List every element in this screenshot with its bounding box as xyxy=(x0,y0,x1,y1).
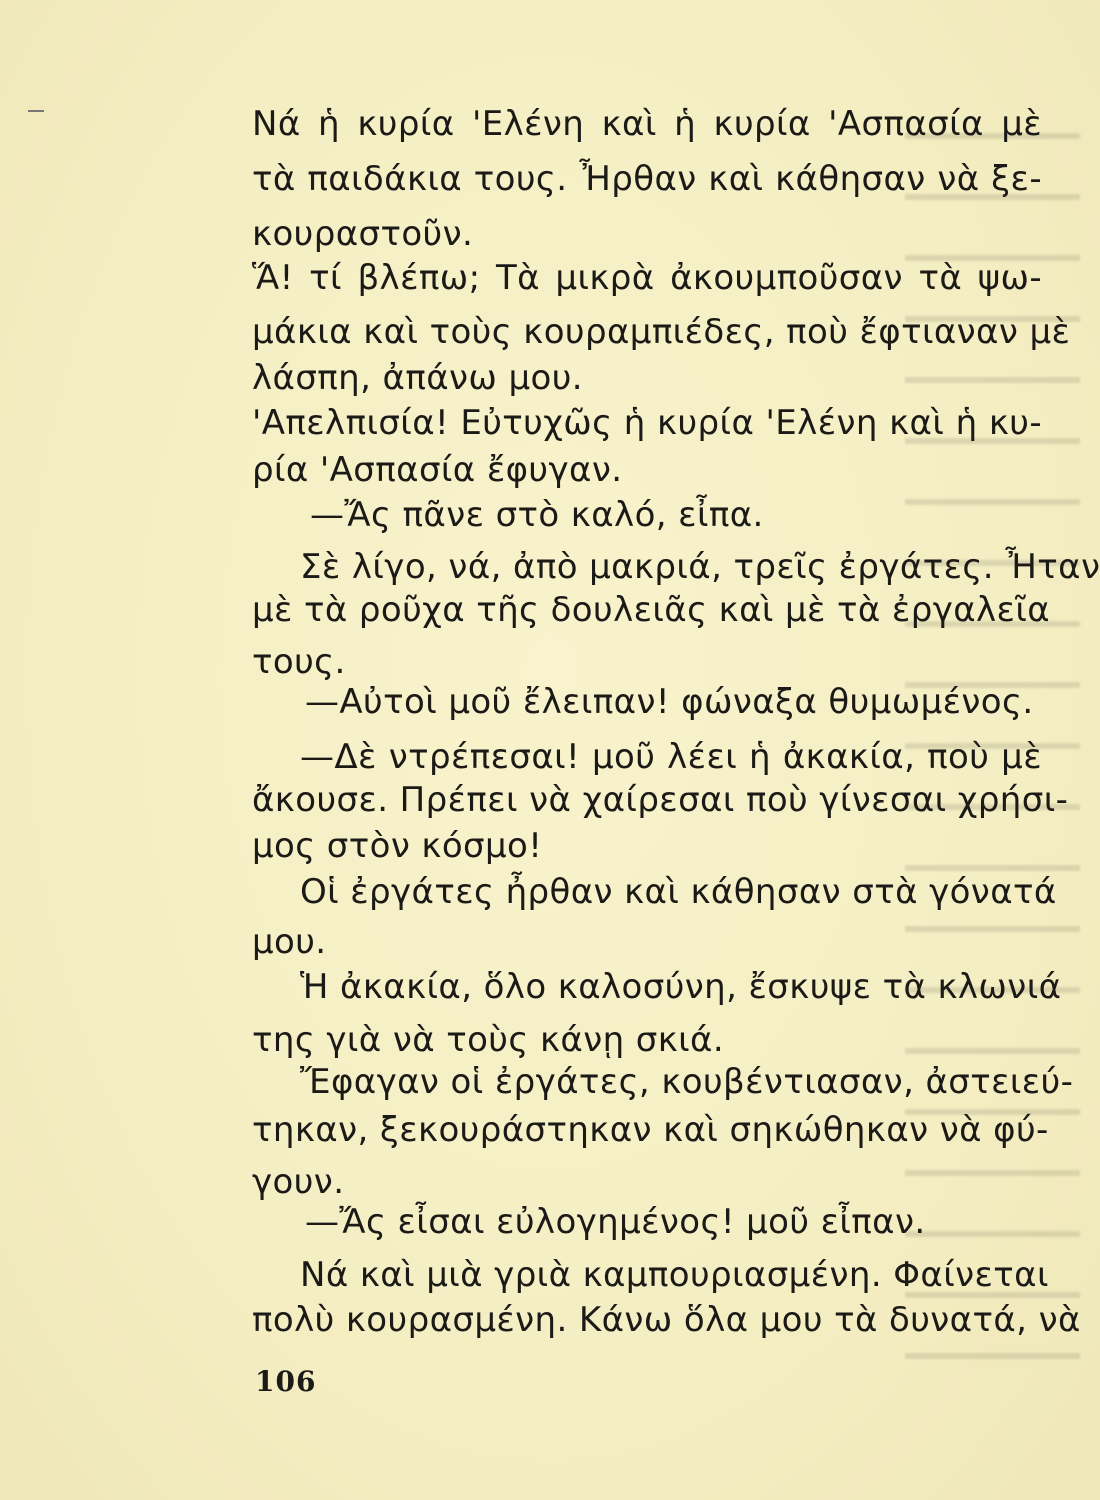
text-line: —Δὲ ντρέπεσαι! μοῦ λέει ἡ ἀκακία, ποὺ μὲ xyxy=(300,737,1042,777)
text-line: γουν. xyxy=(252,1162,345,1202)
text-line: μὲ τὰ ροῦχα τῆς δουλειᾶς καὶ μὲ τὰ ἐργαλεῖα xyxy=(252,590,1051,630)
text-line: τηκαν, ξεκουράστηκαν καὶ σηκώθηκαν νὰ φύ- xyxy=(252,1110,1049,1150)
text-line: κουραστοῦν. xyxy=(252,214,474,254)
text-line: Ἅ! τί βλέπω; Τὰ μικρὰ ἀκουμποῦσαν τὰ ψω- xyxy=(252,258,1042,298)
text-line: λάσπη, ἀπάνω μου. xyxy=(252,358,583,398)
text-line: μου. xyxy=(252,922,327,962)
text-line: ρία 'Ασπασία ἔφυγαν. xyxy=(252,450,623,490)
text-line: —Αὐτοὶ μοῦ ἔλειπαν! φώναξα θυμωμένος. xyxy=(305,682,1034,722)
text-line: μος στὸν κόσμο! xyxy=(252,826,543,866)
text-line: Σὲ λίγο, νά, ἀπὸ μακριά, τρεῖς ἐργάτες. Ἦταν xyxy=(300,547,1100,587)
text-line: πολὺ κουρασμένη. Κάνω ὅλα μου τὰ δυνατά, νὰ xyxy=(252,1300,1081,1340)
text-line: —Ἄς εἶσαι εὐλογημένος! μοῦ εἶπαν. xyxy=(305,1202,926,1242)
text-line: της γιὰ νὰ τοὺς κάνῃ σκιά. xyxy=(252,1020,725,1060)
text-line: Ἔφαγαν οἱ ἐργάτες, κουβέντιασαν, ἀστειεύ- xyxy=(300,1062,1074,1102)
page-number: 106 xyxy=(255,1365,317,1398)
text-line: —Ἄς πᾶνε στὸ καλό, εἶπα. xyxy=(310,495,764,535)
text-line: 'Απελπισία! Εὐτυχῶς ἡ κυρία 'Ελένη καὶ ἡ κυ- xyxy=(252,403,1042,443)
text-line: Νά καὶ μιὰ γριὰ καμπουριασμένη. Φαίνεται xyxy=(300,1255,1049,1295)
text-line: Ἡ ἀκακία, ὅλο καλοσύνη, ἔσκυψε τὰ κλωνιά xyxy=(300,967,1062,1007)
text-line: ἄκουσε. Πρέπει νὰ χαίρεσαι ποὺ γίνεσαι χρήσι- xyxy=(252,780,1069,820)
text-line: μάκια καὶ τοὺς κουραμπιέδες, ποὺ ἔφτιαναν μὲ xyxy=(252,312,1071,352)
text-line: Νά ἡ κυρία 'Ελένη καὶ ἡ κυρία 'Ασπασία μὲ xyxy=(252,104,1042,144)
margin-mark xyxy=(28,110,44,112)
text-line: τὰ παιδάκια τους. Ἦρθαν καὶ κάθησαν νὰ ξε- xyxy=(252,159,1042,199)
text-line: τους. xyxy=(252,642,346,682)
text-line: Οἱ ἐργάτες ἦρθαν καὶ κάθησαν στὰ γόνατά xyxy=(300,872,1057,912)
